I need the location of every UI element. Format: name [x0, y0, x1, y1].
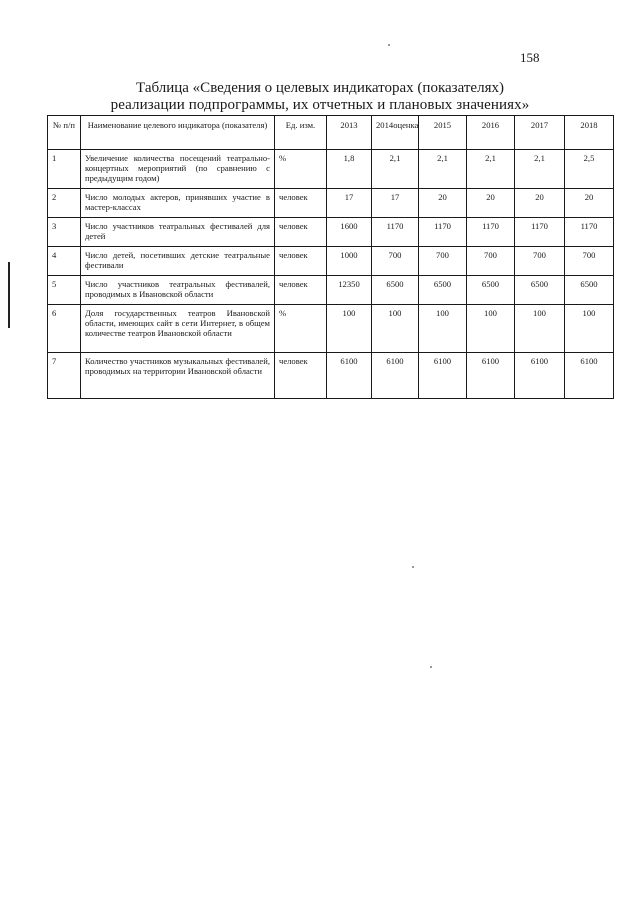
value-2013: 12350: [327, 276, 372, 305]
row-unit: человек: [275, 247, 327, 276]
value-2016: 1170: [467, 218, 515, 247]
margin-scan-mark: [8, 262, 10, 328]
table-title: [60, 80, 580, 114]
header-year-2017: 2017: [515, 116, 565, 150]
table-row: [48, 305, 614, 353]
value-2014: 100: [372, 305, 419, 353]
row-unit: человек: [275, 218, 327, 247]
value-2016: 2,1: [467, 150, 515, 189]
row-indicator-name: Число участников театральных фестивалей для детей: [81, 218, 275, 247]
scan-speck: [388, 44, 390, 46]
value-2017: 6500: [515, 276, 565, 305]
value-2014: 1170: [372, 218, 419, 247]
value-2016: 6500: [467, 276, 515, 305]
indicators-table: [47, 115, 614, 399]
value-2016: 20: [467, 189, 515, 218]
value-2015: 2,1: [419, 150, 467, 189]
value-2016: 100: [467, 305, 515, 353]
value-2017: 2,1: [515, 150, 565, 189]
header-indicator-name: Наименование целевого индикатора (показателя): [81, 116, 275, 150]
value-2017: 700: [515, 247, 565, 276]
table-row: [48, 189, 614, 218]
value-2018: 20: [565, 189, 614, 218]
row-number: 7: [48, 353, 81, 399]
value-2013: 6100: [327, 353, 372, 399]
header-number: № п/п: [48, 116, 81, 150]
value-2017: 20: [515, 189, 565, 218]
value-2015: 1170: [419, 218, 467, 247]
header-year-2014: 2014оценка: [372, 116, 419, 150]
value-2013: 100: [327, 305, 372, 353]
row-unit: человек: [275, 189, 327, 218]
value-2014: 17: [372, 189, 419, 218]
row-number: 1: [48, 150, 81, 189]
value-2018: 700: [565, 247, 614, 276]
value-2016: 700: [467, 247, 515, 276]
value-2015: 100: [419, 305, 467, 353]
header-year-2018: 2018: [565, 116, 614, 150]
value-2013: 1,8: [327, 150, 372, 189]
table-title-line-2: реализации подпрограммы, их отчетных и плановых значениях»: [110, 97, 530, 113]
row-number: 5: [48, 276, 81, 305]
page-number: 158: [520, 50, 540, 65]
value-2015: 700: [419, 247, 467, 276]
value-2018: 100: [565, 305, 614, 353]
row-indicator-name: Увеличение количества посещений театрально-концертных мероприятий (по сравнению с предыдущим годом): [81, 150, 275, 189]
value-2018: 1170: [565, 218, 614, 247]
value-2015: 6100: [419, 353, 467, 399]
row-number: 2: [48, 189, 81, 218]
table-header-row: [48, 116, 614, 150]
row-indicator-name: Доля государственных театров Ивановской области, имеющих сайт в сети Интернет, в общем количестве театров Ивановской области: [81, 305, 275, 353]
table-row: [48, 218, 614, 247]
value-2018: 2,5: [565, 150, 614, 189]
value-2017: 1170: [515, 218, 565, 247]
header-year-2015: 2015: [419, 116, 467, 150]
value-2014: 2,1: [372, 150, 419, 189]
row-unit: %: [275, 150, 327, 189]
value-2018: 6100: [565, 353, 614, 399]
table-row: [48, 150, 614, 189]
row-number: 4: [48, 247, 81, 276]
value-2017: 100: [515, 305, 565, 353]
value-2016: 6100: [467, 353, 515, 399]
value-2014: 6100: [372, 353, 419, 399]
value-2018: 6500: [565, 276, 614, 305]
table-row: [48, 353, 614, 399]
header-unit: Ед. изм.: [275, 116, 327, 150]
value-2014: 6500: [372, 276, 419, 305]
value-2015: 20: [419, 189, 467, 218]
value-2014: 700: [372, 247, 419, 276]
value-2013: 1000: [327, 247, 372, 276]
row-unit: %: [275, 305, 327, 353]
row-number: 3: [48, 218, 81, 247]
value-2015: 6500: [419, 276, 467, 305]
scan-speck: [412, 566, 414, 568]
row-indicator-name: Число участников театральных фестивалей, проводимых в Ивановской области: [81, 276, 275, 305]
row-indicator-name: Число детей, посетивших детские театральные фестивали: [81, 247, 275, 276]
table-title-line-1: Таблица «Сведения о целевых индикаторах (показателях): [136, 80, 504, 96]
scan-speck: [430, 666, 432, 668]
table-row: [48, 247, 614, 276]
row-indicator-name: Количество участников музыкальных фестивалей, проводимых на территории Ивановской области: [81, 353, 275, 399]
row-number: 6: [48, 305, 81, 353]
header-year-2013: 2013: [327, 116, 372, 150]
value-2013: 1600: [327, 218, 372, 247]
value-2013: 17: [327, 189, 372, 218]
row-unit: человек: [275, 276, 327, 305]
row-unit: человек: [275, 353, 327, 399]
table-row: [48, 276, 614, 305]
header-year-2016: 2016: [467, 116, 515, 150]
row-indicator-name: Число молодых актеров, принявших участие в мастер-классах: [81, 189, 275, 218]
value-2017: 6100: [515, 353, 565, 399]
